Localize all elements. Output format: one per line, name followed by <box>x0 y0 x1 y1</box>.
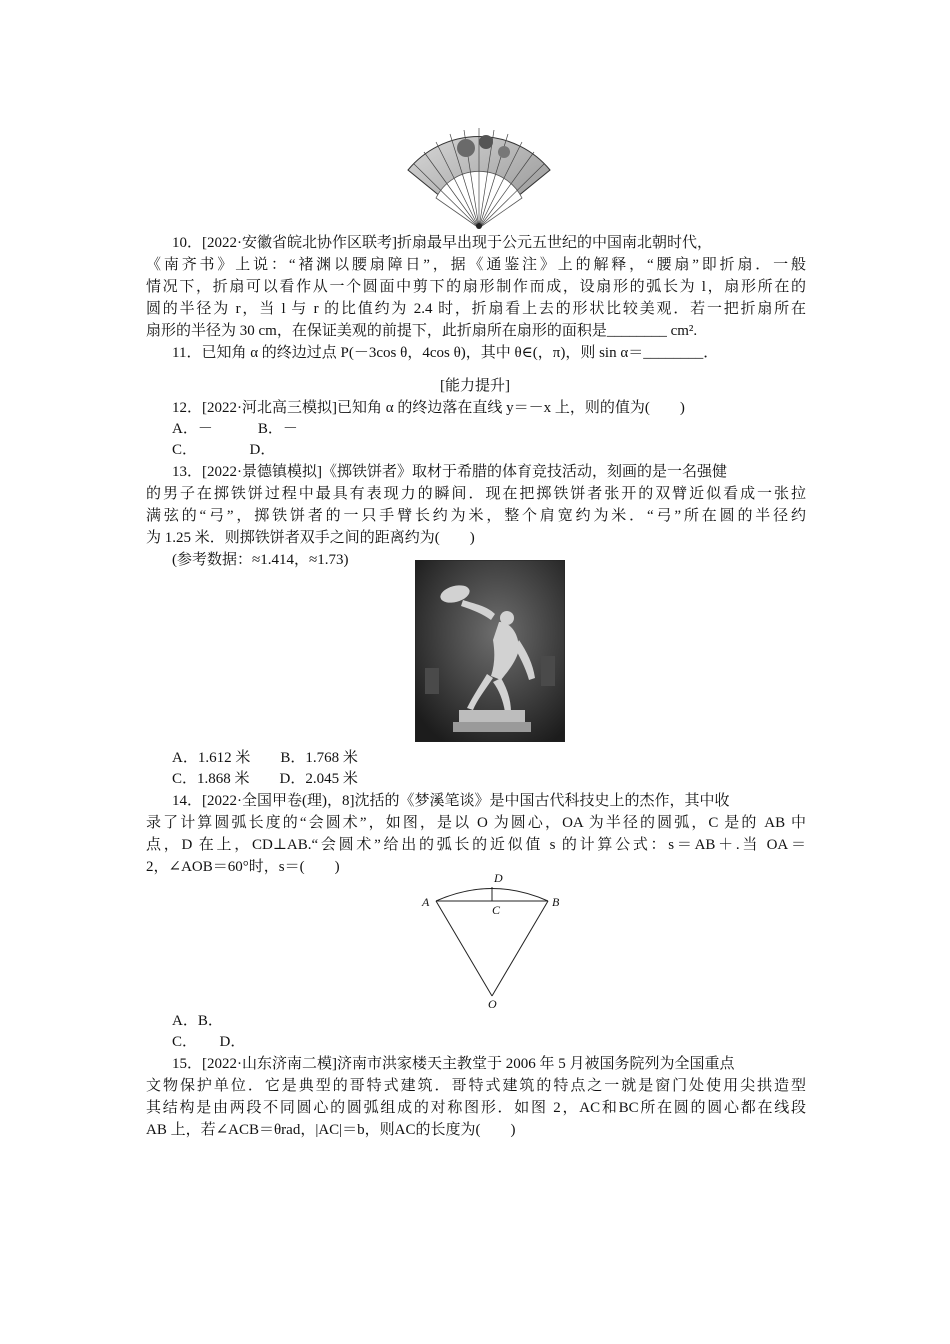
section-heading: [能力提升] <box>440 378 510 394</box>
text-line: 14．[2022·全国甲卷(理)，8]沈括的《梦溪笔谈》是中国古代科技史上的杰作，其中收 <box>172 793 730 809</box>
text-line: 2，∠AOB＝60°时，s＝( ) <box>146 859 340 875</box>
text-line: 《南齐书》上说：“褚渊以腰扇障日”，据《通鉴注》上的解释，“腰扇”即折扇．一般 <box>146 257 806 273</box>
text-line: 的男子在掷铁饼过程中最具有表现力的瞬间．现在把掷铁饼者张开的双臂近似看成一张拉 <box>146 486 806 502</box>
label-B: B <box>552 895 560 909</box>
text-line: (参考数据：≈1.414，≈1.73) <box>172 552 349 568</box>
label-C: C <box>492 903 501 917</box>
answer-options: A．－ B．－ <box>172 421 298 437</box>
label-O: O <box>488 997 497 1008</box>
answer-options: C． D． <box>172 442 276 458</box>
text-line: 满弦的“弓”，掷铁饼者的一只手臂长约为米，整个肩宽约为米．“弓”所在圆的半径约 <box>146 508 806 524</box>
text-line: 点，D 在上，CD⊥AB.“会圆术”给出的弧长的近似值 s 的计算公式：s＝AB＋.当 OA＝ <box>146 837 806 853</box>
text-line: 为 1.25 米．则掷铁饼者双手之间的距离约为( ) <box>146 530 475 546</box>
text-line: 文物保护单位．它是典型的哥特式建筑．哥特式建筑的特点之一就是窗门处使用尖拱造型 <box>146 1078 806 1094</box>
folding-fan-image <box>404 120 554 230</box>
text-line: AB 上，若∠ACB＝θrad，|AC|＝b，则AC的长度为( ) <box>146 1122 516 1138</box>
text-line: 12．[2022·河北高三模拟]已知角 α 的终边落在直线 y＝－x 上，则的值为( ) <box>172 400 685 416</box>
answer-options: C． D． <box>172 1034 246 1050</box>
answer-options: C．1.868 米 D．2.045 米 <box>172 771 358 787</box>
text-line: 13．[2022·景德镇模拟]《掷铁饼者》取材于希腊的体育竞技活动，刻画的是一名强健 <box>172 464 727 480</box>
text-line: 15．[2022·山东济南二模]济南市洪家楼天主教堂于 2006 年 5 月被国务院列为全国重点 <box>172 1056 735 1072</box>
arc-sector-diagram <box>418 866 568 1008</box>
text-line: 其结构是由两段不同圆心的圆弧组成的对称图形．如图 2，AC和BC所在圆的圆心都在线段 <box>146 1100 806 1116</box>
text-line: 圆的半径为 r，当 l 与 r 的比值约为 2.4 时，折扇看上去的形状比较美观．若一把折扇所在 <box>146 301 806 317</box>
text-line: 11．已知角 α 的终边过点 P(－3cos θ，4cos θ)，其中 θ∈(，π)，则 sin α＝________． <box>172 345 719 361</box>
discobolus-statue-image <box>415 560 565 742</box>
answer-options: A．B． <box>172 1013 223 1029</box>
answer-options: A．1.612 米 B．1.768 米 <box>172 750 358 766</box>
text-line: 情况下，折扇可以看作从一个圆面中剪下的扇形制作而成，设扇形的弧长为 l，扇形所在的 <box>146 279 806 295</box>
text-line: 扇形的半径为 30 cm，在保证美观的前提下，此折扇所在扇形的面积是________ cm². <box>146 323 698 339</box>
text-line: 10．[2022·安徽省皖北协作区联考]折扇最早出现于公元五世纪的中国南北朝时代， <box>172 235 712 251</box>
label-D: D <box>494 871 503 885</box>
text-line: 录了计算圆弧长度的“会圆术”，如图，是以 O 为圆心，OA 为半径的圆弧，C 是的 AB 中 <box>146 815 806 831</box>
label-A: A <box>422 895 430 909</box>
